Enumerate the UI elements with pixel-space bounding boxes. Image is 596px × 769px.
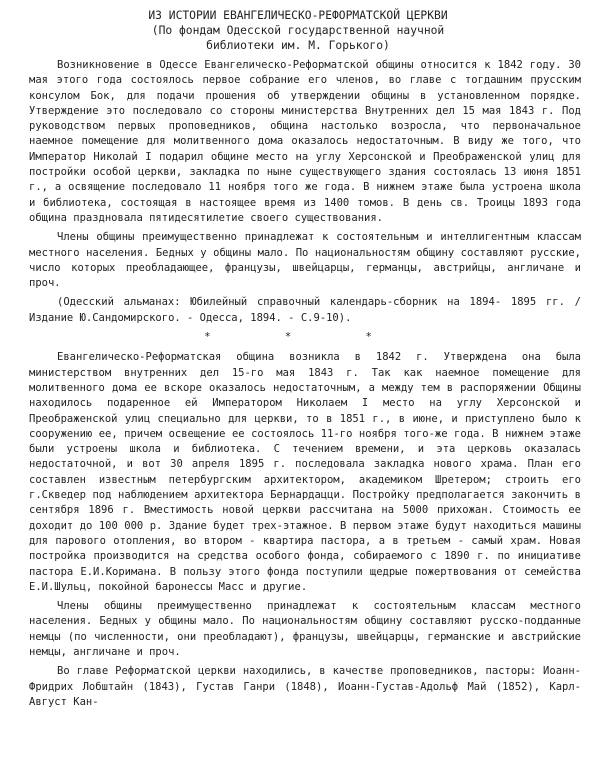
- section-divider: * * *: [204, 331, 406, 344]
- heading-title: ИЗ ИСТОРИИ ЕВАНГЕЛИЧЕСКО-РЕФОРМАТСКОЙ ЦЕРКВИ: [148, 9, 448, 22]
- document-heading: [0, 8, 596, 53]
- heading-subtitle-2: библиотеки им. М. Горького): [206, 39, 390, 52]
- source-note: (Одесский альманах: Юбилейный справочный календарь-сборник на 1894- 1895 гг. / Издание Ю.Сандомирского. - Одесса, 1894. - С.9-10).: [29, 296, 581, 324]
- paragraph: Возникновение в Одессе Евангелическо-Реформатской общины относится к 1842 году. 30 мая этого года состоялось первое собрание его членов, во главе с тогдашним прусским консулом Бок, для подачи прошения об утверждении общины в установленном порядке. Утверждение это последовало со стороны министерства Внутренних дел 15 мая 1843 г. Под руководством первых проповедников, община настолько возросла, что первоначальное наемное помещение для молитвенного дома оказалось недостаточным. В виду же того, что Император Николай I подарил общине место на углу Херсонской и Преображенской улиц для постройки особой церкви, закладка по ныне существующего здания состоялась 13 июня 1851 г., а освящение последовало 11 ноября того же года. В нижнем этаже была устроена школа и библиотека, состоящая в настоящее время из 1400 томов. В день св. Троицы 1893 года община праздновала пятидесятилетие своего существования.: [29, 59, 581, 224]
- paragraph: Во главе Реформатской церкви находились, в качестве проповедников, пасторы: Иоанн-Фридрих Лобштайн (1843), Густав Ганри (1848), Иоанн-Густав-Адольф Май (1852), Карл-Август Кан-: [29, 665, 581, 708]
- document-body: [29, 58, 581, 714]
- heading-subtitle: (По фондам Одесской государственной научной: [151, 24, 445, 37]
- paragraph: Евангелическо-Реформатская община возникла в 1842 г. Утверждена она была министерством внутренних дел 15-го мая 1843 г. Так как наемное помещение для молитвенного дома ее вскоре оказалось недостаточным, а между тем в распоряжении Общины находилось подаренное ей Императором Николаем I место на углу Херсонской и Преображенской улиц специально для церкви, то в 1851 г., в июне, и приступлено было к сооружению ее, причем освещение ее состоялось 11-го ноября того-же года. В нижнем этаже были устроены школа и библиотека. С течением времени, и эта церковь оказалась недостаточной, и вот 30 апреля 1895 г. последовала закладка нового храма. План его составлен известным петербургским архитектором, академиком Шретером; строить его г.Скведер под наблюдением архитектора Бернардацци. Постройку предполагается закончить в сентября 1896 г. Вместимость новой церкви рассчитана на 5000 прихожан. Стоимость ее доходит до 100 000 р. Здание будет трех-этажное. В первом этаже будут находиться машины для парового отопления, во втором - квартира пастора, а в третьем - самый храм. Новая постройка производится на средства особого фонда, собираемого с 1890 г. по инициативе пастора Е.И.Коримана. В пользу этого фонда поступили щедрые пожертвования от семейства Е.И.Шульц, покойной баронессы Масс и другие.: [29, 351, 581, 593]
- paragraph: Члены общины преимущественно принадлежат к состоятельным и интеллигентным классам местного населения. Бедных у общины мало. По национальностям общину составляют русские, число которых преобладающее, французы, швейцарцы, германцы, австрийцы, англичане и проч.: [29, 231, 581, 290]
- paragraph: Члены общины преимущественно принадлежат к состоятельным классам местного населения. Бедных у общины мало. По национальностям общину составляют русско-подданные немцы (по численности, они преобладают), французы, швейцарцы, германские и австрийские немцы, англичане и проч.: [29, 600, 581, 658]
